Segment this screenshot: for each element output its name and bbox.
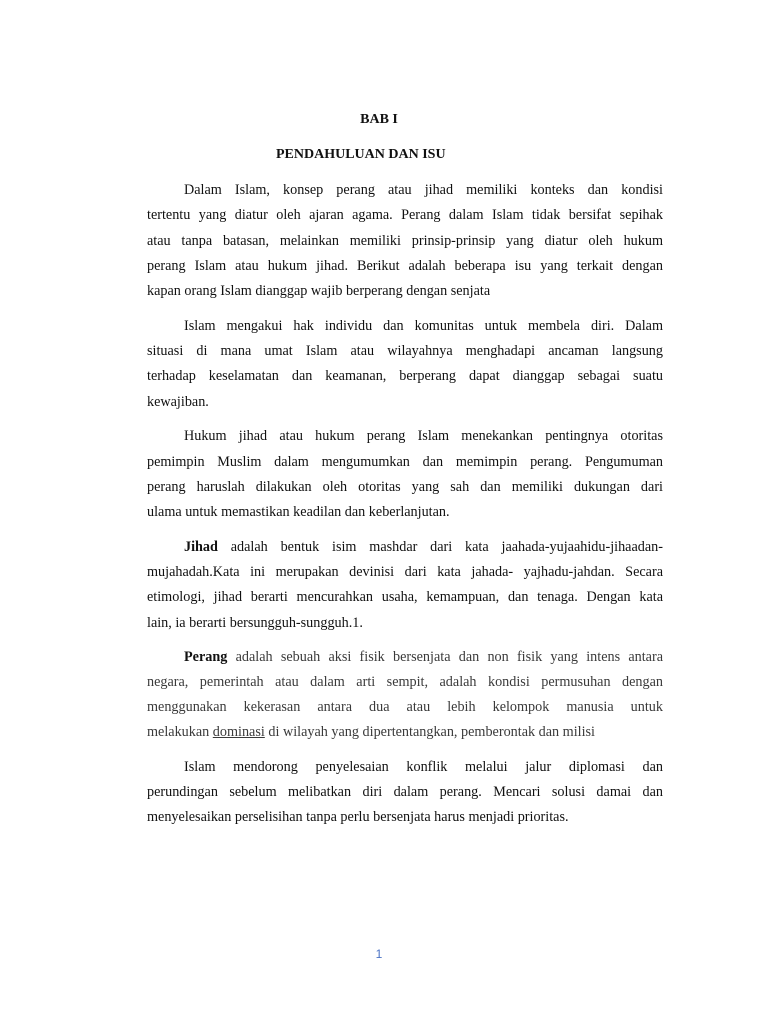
paragraph-line: Hukum jihad atau hukum perang Islam menekankan pentingnya otoritas — [184, 428, 663, 444]
paragraph-line — [147, 722, 663, 742]
paragraph-line: situasi di mana umat Islam atau wilayahnya menghadapi ancaman langsung — [147, 343, 663, 359]
paragraph-line: tertentu yang diatur oleh ajaran agama. Perang dalam Islam tidak bersifat sepihak — [147, 207, 663, 223]
paragraph-line: perundingan sebelum melibatkan diri dalam perang. Mencari solusi damai dan — [147, 784, 663, 800]
paragraph-line: Dalam Islam, konsep perang atau jihad memiliki konteks dan kondisi — [184, 182, 663, 198]
paragraph-line: menggunakan kekerasan antara dua atau lebih kelompok manusia untuk — [147, 699, 663, 715]
paragraph-line: pemimpin Muslim dalam mengumumkan dan memimpin perang. Pengumuman — [147, 454, 663, 470]
chapter-title: PENDAHULUAN DAN ISU — [276, 147, 446, 162]
chapter-heading: BAB I — [360, 112, 398, 127]
paragraph-line: lain, ia berarti bersungguh-sungguh.1. — [147, 615, 363, 631]
paragraph-line: negara, pemerintah atau dalam arti sempit, adalah kondisi permusuhan dengan — [147, 674, 663, 690]
paragraph-line: ulama untuk memastikan keadilan dan keberlanjutan. — [147, 504, 450, 520]
dominasi-link[interactable]: dominasi — [212, 724, 265, 740]
term-perang: Perang — [184, 649, 228, 665]
paragraph-line-text: melakukan — [147, 724, 213, 740]
paragraph-line — [184, 647, 663, 667]
paragraph-line: Islam mendorong penyelesaian konflik melalui jalur diplomasi dan — [184, 759, 663, 775]
paragraph-line: mujahadah.Kata ini merupakan devinisi dari kata jahada- yajhadu-jahdan. Secara — [147, 564, 663, 580]
paragraph-line-text: adalah bentuk isim mashdar dari kata jaahada-yujaahidu-jihaadan- — [217, 539, 663, 555]
paragraph-line: kapan orang Islam dianggap wajib berperang dengan senjata — [147, 283, 491, 299]
paragraph-line: kewajiban. — [147, 394, 209, 410]
paragraph-line: etimologi, jihad berarti mencurahkan usaha, kemampuan, dan tenaga. Dengan kata — [147, 589, 663, 605]
term-jihad: Jihad — [184, 539, 218, 555]
paragraph-line-text: di wilayah yang dipertentangkan, pemberontak dan milisi — [264, 724, 595, 740]
page-number: 1 — [375, 947, 383, 961]
paragraph-line: atau tanpa batasan, melainkan memiliki prinsip-prinsip yang diatur oleh hukum — [147, 233, 663, 249]
paragraph-line: menyelesaikan perselisihan tanpa perlu bersenjata harus menjadi prioritas. — [147, 809, 569, 825]
paragraph-line: perang haruslah dilakukan oleh otoritas yang sah dan memiliki dukungan dari — [147, 479, 663, 495]
paragraph-line: perang Islam atau hukum jihad. Berikut adalah beberapa isu yang terkait dengan — [147, 258, 663, 274]
paragraph-line-text: adalah sebuah aksi fisik bersenjata dan non fisik yang intens antara — [227, 649, 663, 665]
paragraph-line — [184, 537, 663, 557]
paragraph-line: Islam mengakui hak individu dan komunitas untuk membela diri. Dalam — [184, 318, 663, 334]
paragraph-line: terhadap keselamatan dan keamanan, berperang dapat dianggap sebagai suatu — [147, 368, 663, 384]
